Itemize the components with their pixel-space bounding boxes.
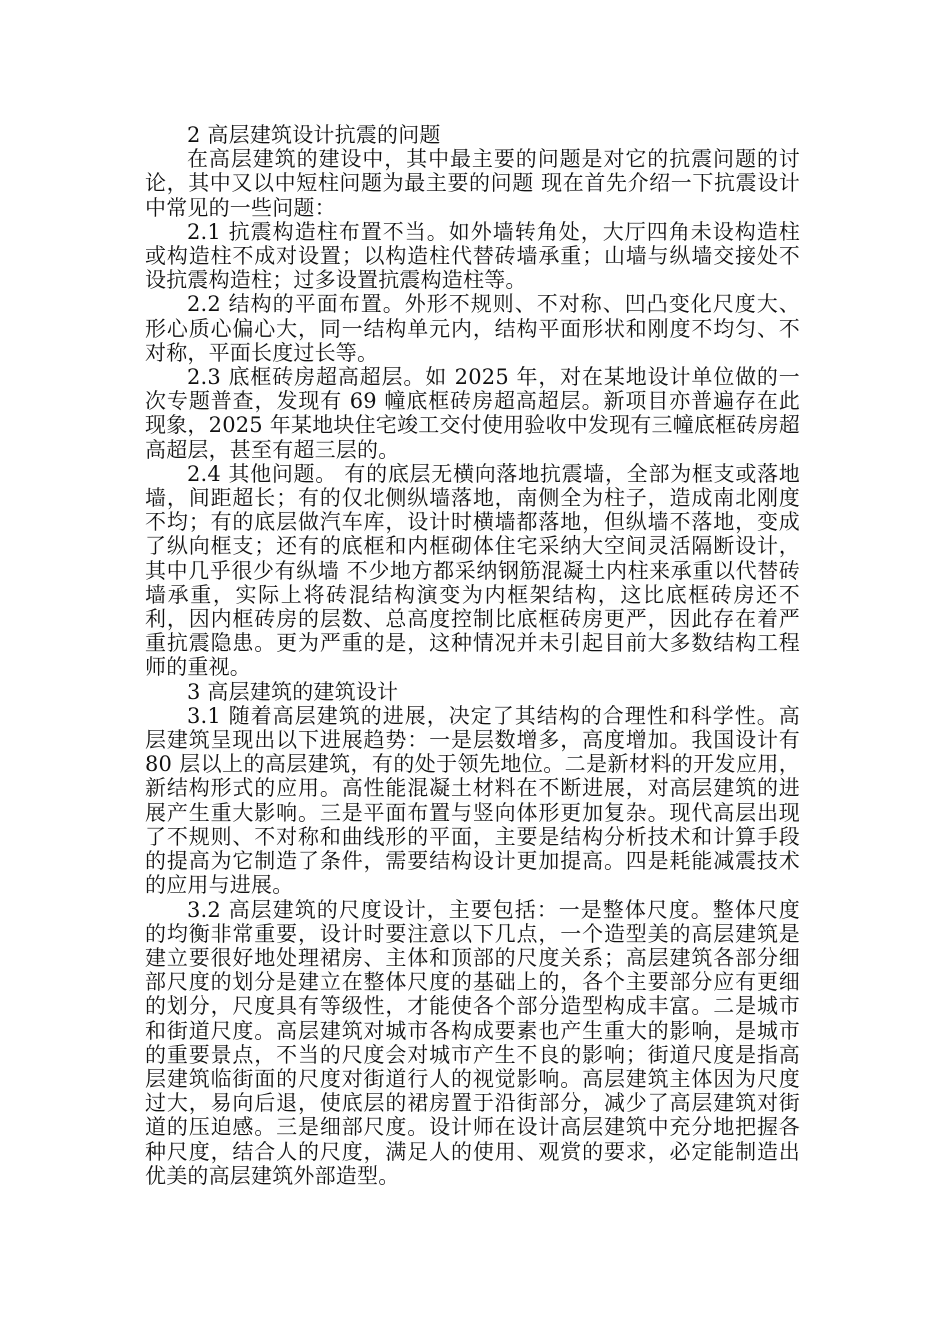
paragraph-2-3: 2.3 底框砖房超高超层。如 2025 年，对在某地设计单位做的一次专题普查，发现有 69 幢底框砖房超高超层。新项目亦普遍存在此现象，2025 年某地块住宅竣工交付使用验收中发现有三幢底框砖房超高超层，甚至有超三层的。	[145, 365, 800, 462]
paragraph-3-1: 3.1 随着高层建筑的进展，决定了其结构的合理性和科学性。高层建筑呈现出以下进展趋势：一是层数增多，高度增加。我国设计有 80 层以上的高层建筑，有的处于领先地位。二是新材料的开发应用，新结构形式的应用。高性能混凝土材料在不断进展，对高层建筑的进展产生重大影响。三是平面布置与竖向体形更加复杂。现代高层出现了不规则、不对称和曲线形的平面，主要是结构分析技术和计算手段的提高为它制造了条件，需要结构设计更加提高。四是耗能减震技术的应用与进展。	[145, 703, 800, 898]
paragraph-3-2: 3.2 高层建筑的尺度设计，主要包括：一是整体尺度。整体尺度的均衡非常重要，设计时要注意以下几点，一个造型美的高层建筑是建立要很好地处理裙房、主体和顶部的尺度关系；高层建筑各部分细部尺度的划分是建立在整体尺度的基础上的，各个主要部分应有更细的划分，尺度具有等级性，才能使各个部分造型构成丰富。二是城市和街道尺度。高层建筑对城市各构成要素也产生重大的影响，是城市的重要景点，不当的尺度会对城市产生不良的影响；街道尺度是指高层建筑临街面的尺度对街道行人的视觉影响。高层建筑主体因为尺度过大，易向后退，使底层的裙房置于沿街部分，减少了高层建筑对街道的压迫感。三是细部尺度。设计师在设计高层建筑中充分地把握各种尺度，结合人的尺度，满足人的使用、观赏的要求，必定能制造出优美的高层建筑外部造型。	[145, 897, 800, 1188]
paragraph-2-1: 2.1 抗震构造柱布置不当。如外墙转角处，大厅四角未设构造柱或构造柱不成对设置；以构造柱代替砖墙承重；山墙与纵墙交接处不设抗震构造柱；过多设置抗震构造柱等。	[145, 219, 800, 293]
paragraph-intro: 在高层建筑的建设中，其中最主要的问题是对它的抗震问题的讨论，其中又以中短柱问题为最主要的问题 现在首先介绍一下抗震设计中常见的一些问题：	[145, 147, 800, 220]
paragraph-2-4: 2.4 其他问题。 有的底层无横向落地抗震墙，全部为框支或落地墙，间距超长；有的仅北侧纵墙落地，南侧全为柱子，造成南北刚度不均；有的底层做汽车库，设计时横墙都落地，但纵墙不落地，变成了纵向框支；还有的底框和内框砌体住宅采纳大空间灵活隔断设计，其中几乎很少有纵墙 不少地方都采纳钢筋混凝土内柱来承重以代替砖墙承重，实际上将砖混结构演变为内框架结构，这比底框砖房还不利，因内框砖房的层数、总高度控制比底框砖房更严，因此存在着严重抗震隐患。更为严重的是，这种情况并未引起目前大多数结构工程师的重视。	[145, 461, 800, 680]
section-heading-3: 3 高层建筑的建筑设计	[187, 679, 399, 704]
section-heading-2: 2 高层建筑设计抗震的问题	[187, 123, 441, 147]
document-body	[145, 123, 800, 1188]
paragraph-2-2: 2.2 结构的平面布置。外形不规则、不对称、凹凸变化尺度大、形心质心偏心大，同一结构单元内，结构平面形状和刚度不均匀、不对称，平面长度过长等。	[145, 292, 800, 365]
